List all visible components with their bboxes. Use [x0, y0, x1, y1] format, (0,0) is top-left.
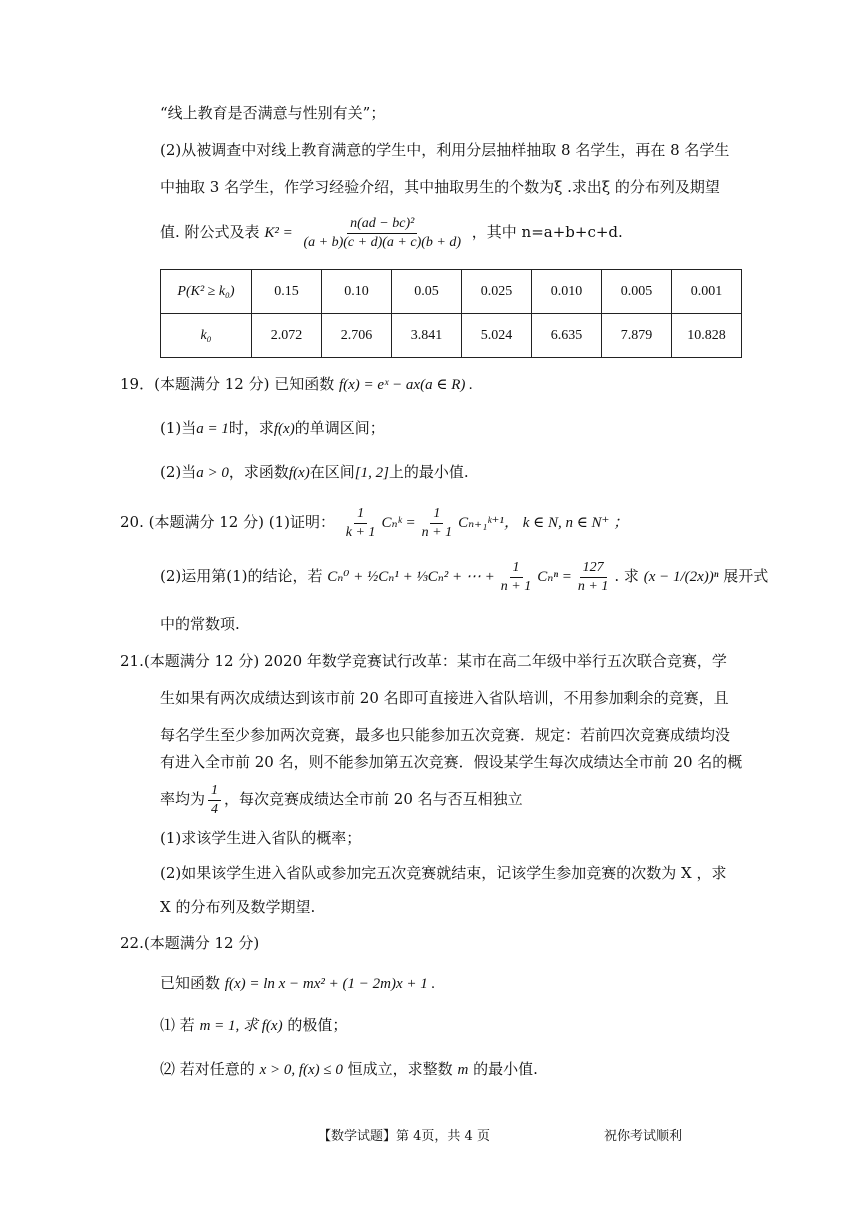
q21-line2: 生如果有两次成绩达到该市前 20 名即可直接进入省队培训，不用参加剩余的竞赛，且 — [160, 689, 729, 707]
numerator: 1 — [354, 505, 367, 524]
text: (本题满分 12 分) 2020 年数学竞赛试行改革：某市在高二年级中举行五次联合竞赛，学 — [143, 652, 727, 670]
q18-formula-line — [160, 212, 623, 253]
q21-line5 — [160, 779, 523, 819]
text: 的最小值. — [473, 1060, 538, 1078]
numerator: 1 — [430, 505, 443, 524]
text: 在区间 — [309, 463, 355, 481]
math: x > 0, f(x) ≤ 0 — [259, 1062, 343, 1078]
fraction — [419, 505, 455, 542]
table-head-p: P(K² ≥ k₀) — [161, 270, 252, 314]
q18-part2-line2: 中抽取 3 名学生，作学习经验介绍，其中抽取男生的个数为ξ .求出ξ 的分布列及期望 — [160, 178, 720, 196]
critical-value-table — [160, 269, 742, 358]
q20-header — [120, 502, 628, 543]
text: ，每次竞赛成绩达全市前 20 名与否互相独立 — [224, 790, 523, 808]
math: Cₙⁿ = — [537, 569, 572, 585]
denominator: 4 — [211, 801, 219, 817]
text: 展开式 — [723, 567, 769, 585]
table-cell: 6.635 — [532, 314, 602, 358]
table-cell: 10.828 — [672, 314, 742, 358]
table-head-k: k₀ — [161, 314, 252, 358]
numerator: 1 — [208, 782, 221, 801]
math: Cₙ⁰ + ½Cₙ¹ + ⅓Cₙ² + ⋯ + — [327, 569, 495, 585]
q21-part1: (1)求该学生进入省队的概率； — [160, 829, 362, 847]
formula-fraction — [300, 215, 464, 252]
question-number: 20. — [120, 513, 144, 531]
math: f(x) = ln x − mx² + (1 − 2m)x + 1 . — [224, 976, 436, 992]
text: 的单调区间； — [294, 419, 385, 437]
q19-part1 — [160, 418, 385, 439]
table-cell: 0.005 — [602, 270, 672, 314]
fraction — [343, 505, 379, 542]
table-cell: 5.024 — [462, 314, 532, 358]
q21-part2-line1: (2)如果该学生进入省队或参加完五次竞赛就结束，记该学生参加竞赛的次数为 X ，求 — [160, 864, 727, 882]
q19-function: f(x) = eˣ − ax(a ∈ R) . — [338, 377, 473, 393]
math: ， k ∈ N, n ∈ N⁺ ； — [503, 515, 629, 531]
q21-line3: 每名学生至少参加两次竞赛，最多也只能参加五次竞赛．规定：若前四次竞赛成绩均没 — [160, 726, 731, 744]
text: ，求函数 — [228, 463, 289, 481]
q18-line1: “线上教育是否满意与性别有关”； — [160, 104, 386, 122]
math: m — [457, 1062, 469, 1078]
numerator: 127 — [580, 559, 607, 578]
denominator: n + 1 — [421, 524, 453, 540]
text: 率均为 — [160, 790, 206, 808]
q21-line1 — [120, 651, 727, 671]
fraction — [575, 559, 611, 596]
q21-line4: 有进入全市前 20 名，则不能参加第五次竞赛．假设某学生每次成绩达全市前 20 名的概 — [160, 753, 743, 771]
table-cell: 0.025 — [462, 270, 532, 314]
q20-part2 — [160, 556, 768, 597]
text: . 求 — [614, 567, 639, 585]
q22-part2 — [160, 1059, 538, 1080]
formula-denominator: (a + b)(c + d)(a + c)(b + d) — [303, 234, 461, 250]
text: (2)运用第(1)的结论，若 — [160, 567, 323, 585]
table-cell: 0.001 — [672, 270, 742, 314]
text: 上的最小值. — [388, 463, 469, 481]
fraction — [498, 559, 534, 596]
table-row-k — [161, 314, 742, 358]
table-cell: 0.05 — [392, 270, 462, 314]
q19-header-text: (本题满分 12 分) 已知函数 — [154, 375, 335, 393]
math: a > 0 — [196, 465, 229, 481]
table-cell: 0.010 — [532, 270, 602, 314]
footer-page-info: 【数学试题】第 4页，共 4 页 — [318, 1129, 490, 1144]
table-cell: 3.841 — [392, 314, 462, 358]
text: ⑴ 若 — [160, 1016, 195, 1034]
q22-part1 — [160, 1015, 347, 1036]
math: [1, 2] — [354, 465, 389, 481]
text: (本题满分 12 分) — [143, 934, 260, 952]
table-cell: 7.879 — [602, 314, 672, 358]
q22-header — [120, 933, 259, 953]
denominator: n + 1 — [577, 578, 609, 594]
math: (x − 1/(2x))ⁿ — [643, 569, 719, 585]
footer-wish: 祝你考试顺利 — [604, 1129, 683, 1144]
text: ⑵ 若对任意的 — [160, 1060, 255, 1078]
question-number: 22. — [120, 934, 144, 952]
q19-part2 — [160, 462, 469, 483]
question-number: 19． — [120, 375, 155, 393]
text: 已知函数 — [160, 974, 221, 992]
formula-numerator: n(ad − bc)² — [347, 215, 417, 234]
denominator: n + 1 — [500, 578, 532, 594]
math: a = 1 — [196, 421, 229, 437]
q18-part2-line1: (2)从被调查中对线上教育满意的学生中，利用分层抽样抽取 8 名学生，再在 8 名学生 — [160, 141, 730, 159]
table-cell: 2.072 — [252, 314, 322, 358]
math: f(x) — [288, 465, 310, 481]
q21-part2-line2: X 的分布列及数学期望. — [160, 898, 316, 916]
q22-stem — [160, 973, 435, 994]
text: 恒成立，求整数 — [347, 1060, 453, 1078]
formula-where: ，其中 n=a+b+c+d. — [471, 223, 623, 241]
formula-intro: 值. 附公式及表 — [160, 223, 260, 241]
q19-header — [120, 374, 473, 395]
question-number: 21. — [120, 652, 144, 670]
table-cell: 0.10 — [322, 270, 392, 314]
math: f(x) — [273, 421, 295, 437]
fraction — [208, 782, 221, 819]
math: Cₙ₊₁ᵏ⁺¹ — [458, 515, 504, 531]
math: Cₙᵏ = — [381, 515, 416, 531]
table-cell: 2.706 — [322, 314, 392, 358]
numerator: 1 — [510, 559, 523, 578]
text: (1)当 — [160, 419, 197, 437]
q20-part2-line2: 中的常数项. — [160, 615, 240, 633]
table-cell: 0.15 — [252, 270, 322, 314]
text: 的极值； — [287, 1016, 348, 1034]
denominator: k + 1 — [345, 524, 376, 540]
table-row-p — [161, 270, 742, 314]
text: (2)当 — [160, 463, 197, 481]
text: 时，求 — [228, 419, 274, 437]
formula-lhs: K² = — [264, 225, 293, 241]
math: m = 1, 求 f(x) — [199, 1018, 283, 1034]
q20-header-text: (本题满分 12 分) (1)证明： — [148, 513, 335, 531]
